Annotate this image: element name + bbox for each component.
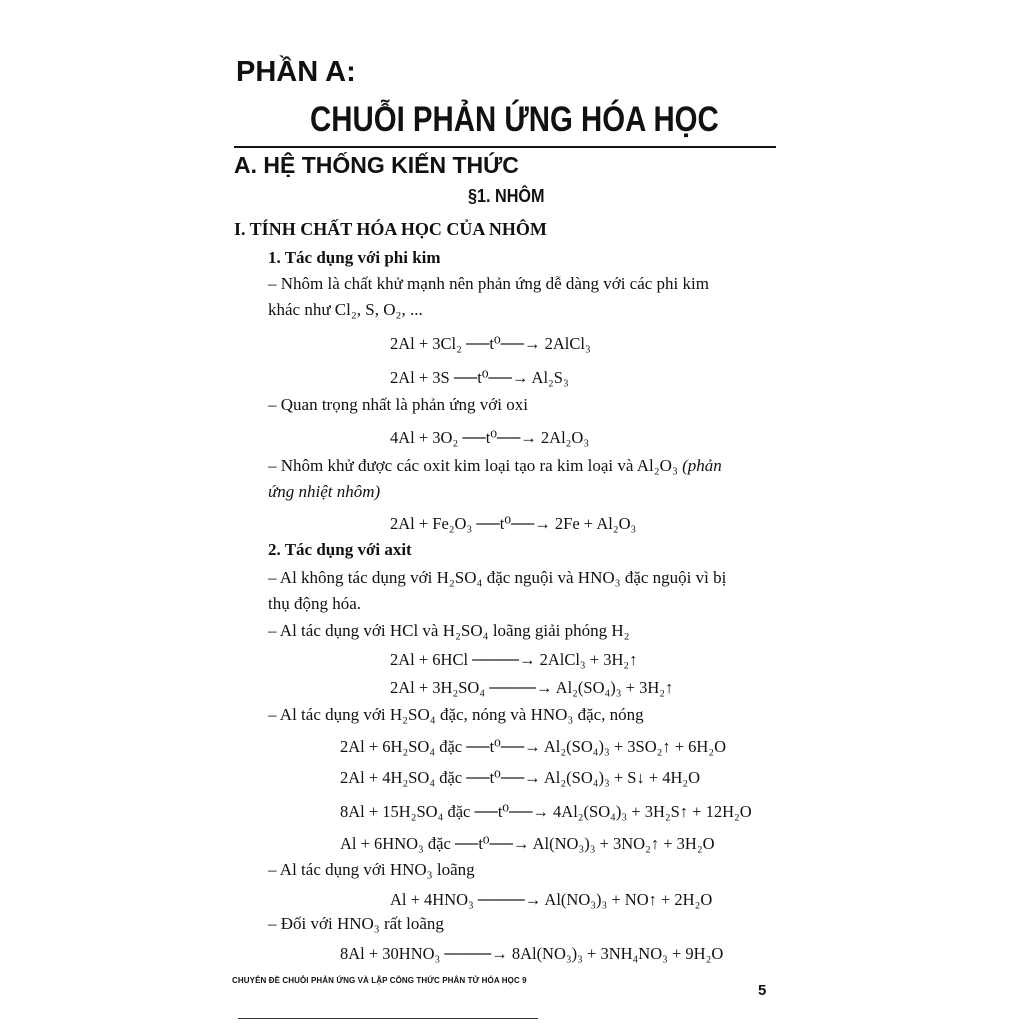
text-line: – Đối với HNO₃ rất loãng [268,914,444,933]
equation: 2Al + 6HCl ────→ 2AlCl₃ + 3H₂↑ [390,650,638,669]
text-line: – Quan trọng nhất là phản ứng với oxi [268,395,528,414]
text-line: – Nhôm là chất khử mạnh nên phản ứng dễ dàng với các phi kim [268,274,709,293]
heading-chemical-properties: I. TÍNH CHẤT HÓA HỌC CỦA NHÔM [234,219,547,239]
subheading-nonmetals: 1. Tác dụng với phi kim [268,248,441,267]
text-line: – Al tác dụng với HNO₃ loãng [268,860,475,879]
equation: 2Al + 3S ──t⁰──→ Al₂S₃ [390,368,569,387]
part-label: PHẦN A: [236,56,356,88]
page-number: 5 [758,982,767,999]
equation: 4Al + 3O₂ ──t⁰──→ 2Al₂O₃ [390,428,590,447]
text-line: – Al tác dụng với HCl và H₂SO₄ loãng giải phóng H₂ [268,621,630,640]
chapter-title: CHUỖI PHẢN ỨNG HÓA HỌC [310,100,719,139]
footer-book-title: CHUYÊN ĐỀ CHUỖI PHẢN ỨNG VÀ LẬP CÔNG THỨC PHÂN TỬ HÓA HỌC 9 [232,976,527,985]
text-line [268,456,722,476]
equation: 2Al + 6H₂SO₄ đặc ──t⁰──→ Al₂(SO₄)₃ + 3SO₂↑ + 6H₂O [340,737,727,756]
paragraph-heading: §1. NHÔM [468,186,545,206]
equation: Al + 4HNO₃ ────→ Al(NO₃)₃ + NO↑ + 2H₂O [390,890,713,909]
text-line: khác như Cl₂, S, O₂, ... [268,300,423,319]
text-line: – Al không tác dụng với H₂SO₄ đặc nguội và HNO₃ đặc nguội vì bị [268,568,727,587]
text-line: thụ động hóa. [268,594,362,613]
text-line: – Al tác dụng với H₂SO₄ đặc, nóng và HNO₃ đặc, nóng [268,705,644,724]
equation: 2Al + 4H₂SO₄ đặc ──t⁰──→ Al₂(SO₄)₃ + S↓ + 4H₂O [340,768,701,787]
section-a-heading: A. HỆ THỐNG KIẾN THỨC [234,152,519,178]
bottom-border [238,1018,538,1019]
equation: 8Al + 30HNO₃ ────→ 8Al(NO₃)₃ + 3NH₄NO₃ + 9H₂O [340,944,724,963]
text-line: ứng nhiệt nhôm) [268,482,381,501]
title-underline [234,146,776,148]
subheading-acids: 2. Tác dụng với axit [268,540,412,559]
italic-span: (phản [677,456,722,475]
text-span: – Nhôm khử được các oxit kim loại tạo ra kim loại và Al₂O₃ [268,456,678,475]
equation: Al + 6HNO₃ đặc ──t⁰──→ Al(NO₃)₃ + 3NO₂↑ + 3H₂O [340,834,715,853]
equation: 2Al + Fe₂O₃ ──t⁰──→ 2Fe + Al₂O₃ [390,514,637,533]
equation: 2Al + 3H₂SO₄ ────→ Al₂(SO₄)₃ + 3H₂↑ [390,678,674,697]
equation: 2Al + 3Cl₂ ──t⁰──→ 2AlCl₃ [390,334,591,353]
equation: 8Al + 15H₂SO₄ đặc ──t⁰──→ 4Al₂(SO₄)₃ + 3H₂S↑ + 12H₂O [340,802,752,821]
